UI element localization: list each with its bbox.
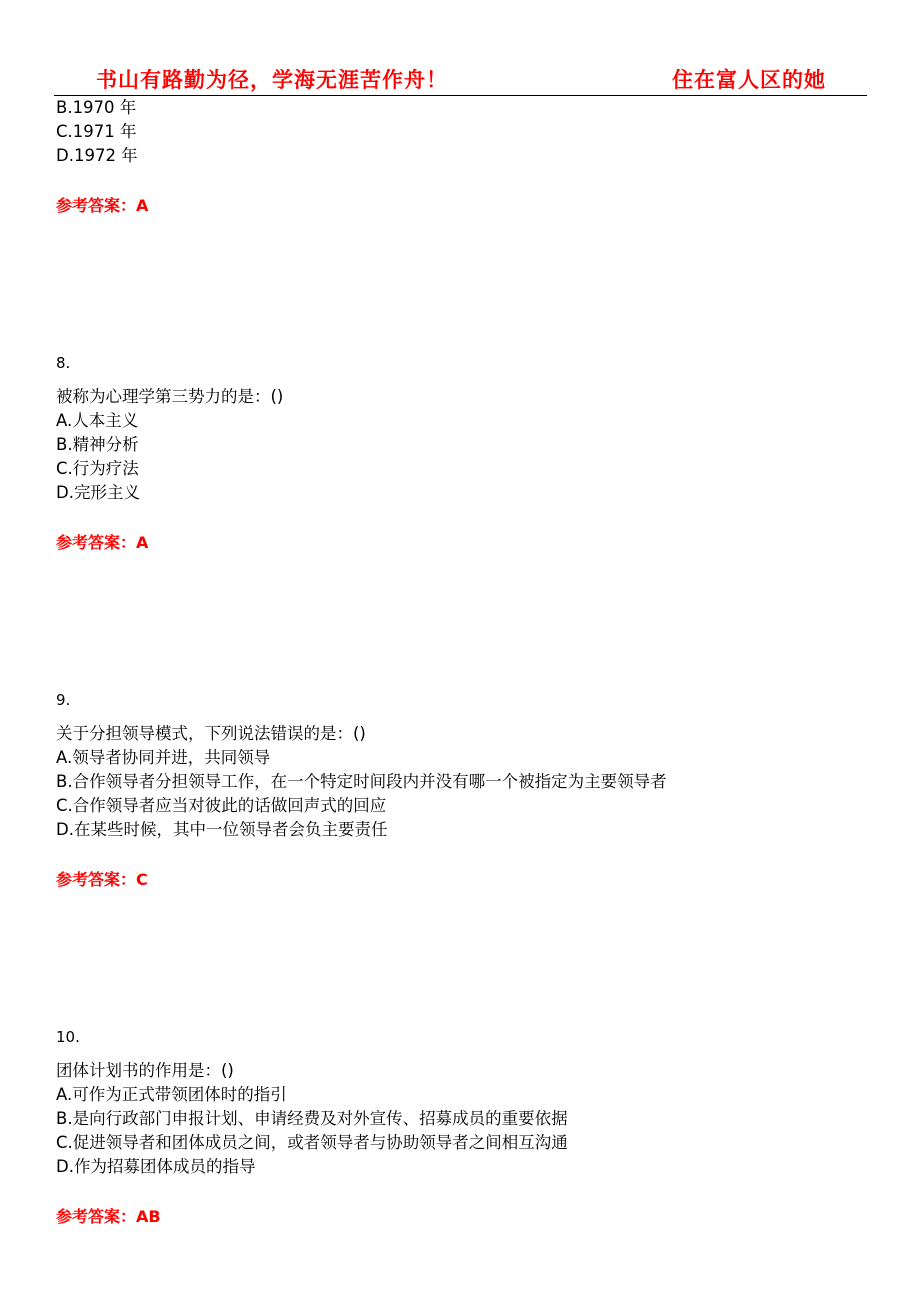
q8-option-d: D.完形主义 — [56, 483, 140, 502]
q9-option-d: D.在某些时候，其中一位领导者会负主要责任 — [56, 820, 388, 839]
q8-option-a: A.人本主义 — [56, 411, 139, 430]
q7-answer: 参考答案：A — [56, 196, 149, 215]
q8-number: 8. — [56, 354, 71, 372]
q8-stem: 被称为心理学第三势力的是：() — [56, 387, 284, 406]
q10-answer: 参考答案：AB — [56, 1207, 161, 1226]
header-author: 住在富人区的她 — [672, 67, 826, 92]
q9-option-c: C.合作领导者应当对彼此的话做回声式的回应 — [56, 796, 387, 815]
q9-option-b: B.合作领导者分担领导工作，在一个特定时间段内并没有哪一个被指定为主要领导者 — [56, 772, 667, 791]
q7-option-b: B.1970 年 — [56, 98, 137, 117]
q10-option-b: B.是向行政部门申报计划、申请经费及对外宣传、招募成员的重要依据 — [56, 1109, 568, 1128]
q9-number: 9. — [56, 691, 71, 709]
header-divider — [54, 95, 867, 96]
q7-option-c: C.1971 年 — [56, 122, 137, 141]
q10-stem: 团体计划书的作用是：() — [56, 1061, 234, 1080]
q9-answer: 参考答案：C — [56, 870, 148, 889]
q9-stem: 关于分担领导模式，下列说法错误的是：() — [56, 724, 366, 743]
q8-option-b: B.精神分析 — [56, 435, 139, 454]
q10-option-d: D.作为招募团体成员的指导 — [56, 1157, 256, 1176]
q8-option-c: C.行为疗法 — [56, 459, 139, 478]
q10-option-c: C.促进领导者和团体成员之间，或者领导者与协助领导者之间相互沟通 — [56, 1133, 568, 1152]
header-motto: 书山有路勤为径，学海无涯苦作舟！ — [96, 67, 448, 92]
q7-option-d: D.1972 年 — [56, 146, 138, 165]
q8-answer: 参考答案：A — [56, 533, 149, 552]
q10-number: 10. — [56, 1028, 80, 1046]
q9-option-a: A.领导者协同并进，共同领导 — [56, 748, 271, 767]
q10-option-a: A.可作为正式带领团体时的指引 — [56, 1085, 287, 1104]
page-header — [0, 0, 920, 100]
